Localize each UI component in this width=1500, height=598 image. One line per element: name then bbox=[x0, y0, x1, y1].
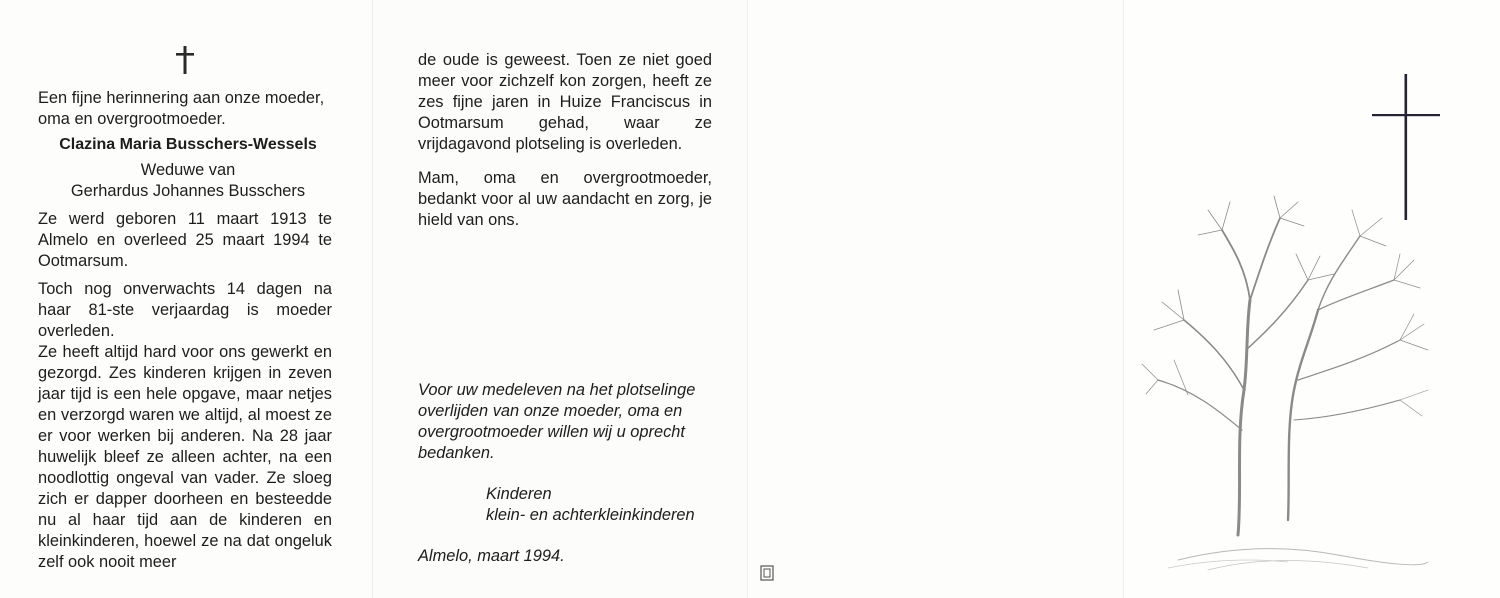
husband-name: Gerhardus Johannes Busschers bbox=[70, 182, 306, 200]
life-paragraph: Ze heeft altijd hard voor ons gewerkt en gezorgd. Zes kinderen krijgen in zeven jaar tijd is een hele opgave, maar netjes en verzorgd waren we altijd, al moest ze er voor werken bij anderen. Na 28 jaar huwelijk bleef ze alleen achter, na een noodlottig ongeval van vader. Ze sloeg zich er dapper doorheen en besteedde nu al haar tijd aan de kinderen en kleinkinderen, hoewel ze na dat ongeluk zelf ook nooit meer bbox=[38, 343, 332, 571]
sudden-death-paragraph: Toch nog onverwachts 14 dagen na haar 81-ste verjaardag is moeder overleden. bbox=[38, 280, 332, 340]
continued-paragraph: de oude is geweest. Toen ze niet goed meer voor zichzelf kon zorgen, heeft ze zes fijne jaren in Huize Franciscus in Ootmarsum gehad, waar ze vrijdagavond plotseling is overleden. bbox=[418, 51, 712, 153]
small-cross-icon bbox=[174, 46, 196, 74]
intro-text: Een fijne herinnering aan onze moeder, oma en overgrootmoeder. bbox=[38, 89, 325, 128]
signoff-children: Kinderen bbox=[486, 485, 552, 503]
birth-death-paragraph: Ze werd geboren 11 maart 1913 te Almelo en overleed 25 maart 1994 te Ootmarsum. bbox=[38, 210, 332, 270]
thanks-paragraph: Mam, oma en overgrootmoeder, bedankt voor al uw aandacht en zorg, je hield van ons. bbox=[418, 169, 712, 229]
signoff-grandchildren: klein- en achterkleinkinderen bbox=[486, 506, 695, 524]
tree-illustration bbox=[1138, 190, 1438, 590]
blank-panel bbox=[747, 0, 1124, 598]
sympathy-paragraph: Voor uw medeleven na het plotselinge overlijden van onze moeder, oma en overgrootmoeder willen wij u oprecht bedanken. bbox=[418, 381, 696, 462]
deceased-name: Clazina Maria Busschers-Wessels bbox=[59, 136, 317, 153]
place-date: Almelo, maart 1994. bbox=[418, 547, 565, 565]
printer-logo-icon bbox=[759, 564, 775, 582]
widow-of-label: Weduwe van bbox=[140, 161, 236, 179]
